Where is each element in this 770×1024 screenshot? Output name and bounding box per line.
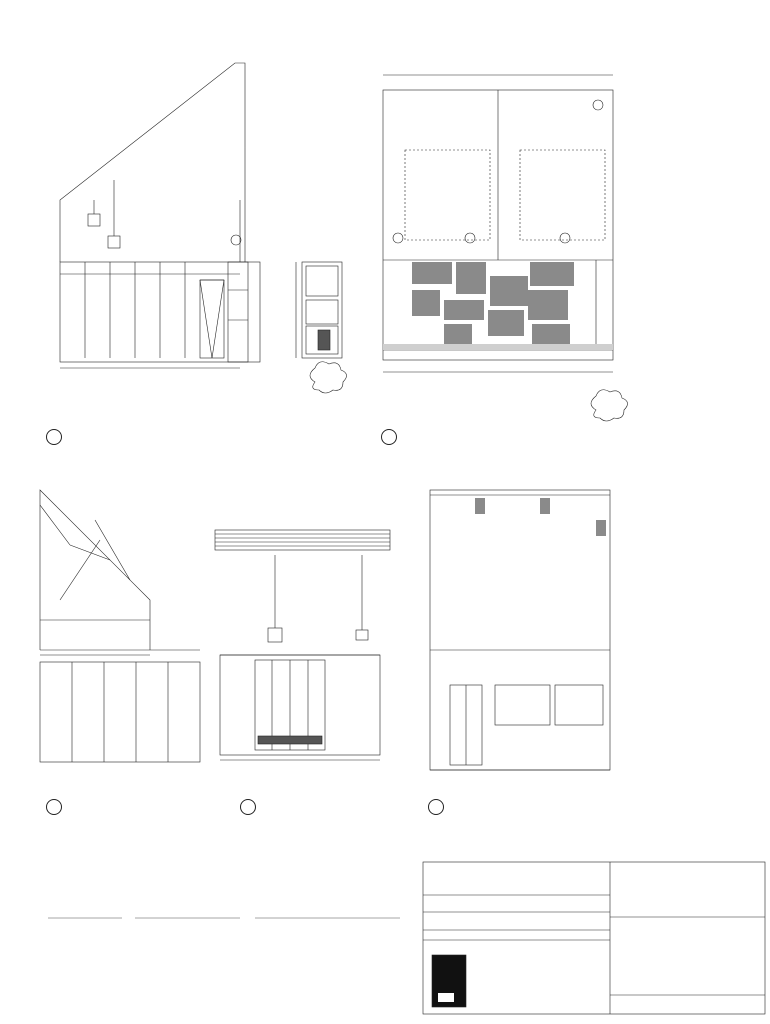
view-title-living-south (240, 798, 262, 815)
view-title-open-library-east (46, 428, 68, 445)
view-bubble (46, 429, 62, 445)
view-bubble (240, 799, 256, 815)
mpr-room-south-elevation (430, 490, 610, 770)
view-bubble (46, 799, 62, 815)
living-room-north-elevation (383, 75, 628, 421)
title-block-frame (423, 862, 765, 1014)
view-bubble (428, 799, 444, 815)
view-title-mpr-south (428, 798, 450, 815)
view-title-living-east (46, 798, 68, 815)
view-title-living-north (381, 428, 403, 445)
open-library-east-elevation (60, 63, 260, 368)
living-room-east-elevation (40, 490, 200, 762)
open-library-partial-elevation (296, 262, 347, 393)
living-room-south-elevation (215, 530, 390, 760)
view-bubble (381, 429, 397, 445)
living-north-hatch-panels (412, 262, 574, 346)
